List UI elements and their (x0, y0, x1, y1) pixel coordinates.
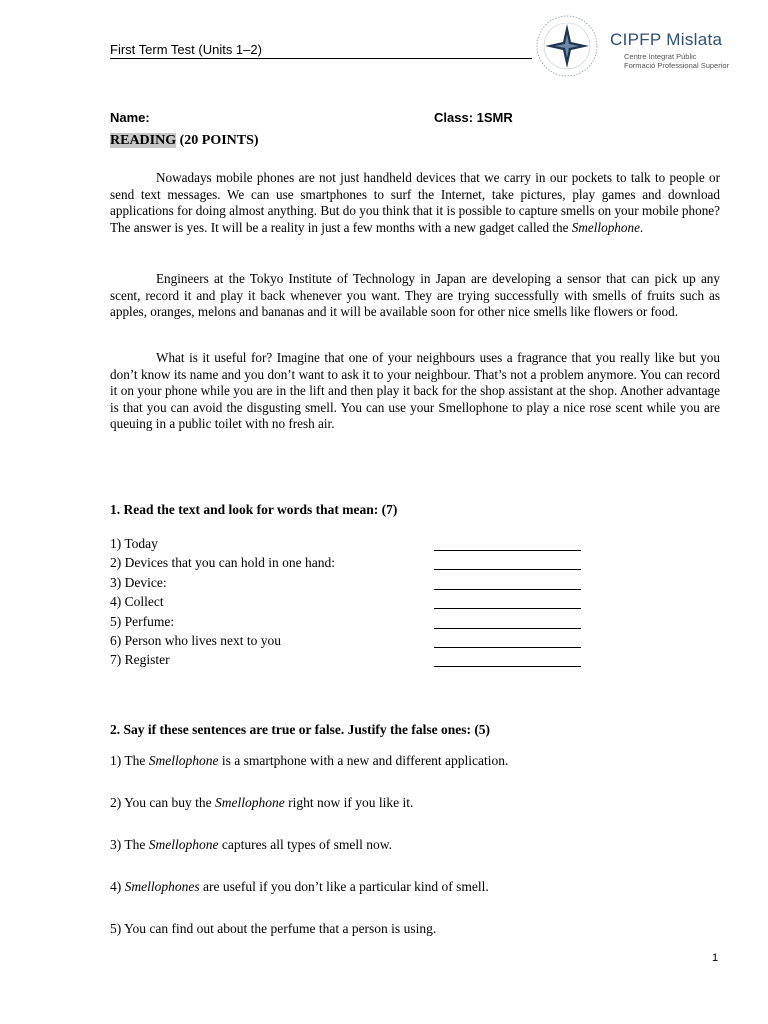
paragraph-1-text: Nowadays mobile phones are not just handheld devices that we carry in our pockets to talk to people or send text messages. We can use smartphones to surf the Internet, take pictures, play games and download applications for doing almost anything. But do you think that it is possible to capture smells on your mobile phone? The answer is yes. It will be a reality in just a few months with a new gadget called the (110, 170, 720, 235)
statement-text: 2) You can buy the (110, 795, 215, 810)
statement-italic: Smellophone (148, 837, 219, 852)
statement-text: 3) The (110, 837, 149, 852)
section-points: (20 POINTS) (176, 133, 259, 148)
statement-text: are useful if you don’t like a particular kind of smell. (199, 879, 489, 894)
vocab-prompt: 4) Collect (110, 594, 164, 610)
answer-blank[interactable] (434, 608, 581, 609)
section-title: READING (110, 133, 177, 148)
true-false-list (110, 753, 710, 963)
vocab-prompt: 6) Person who lives next to you (110, 632, 281, 648)
list-item (110, 753, 710, 795)
statement-text: 1) The (110, 753, 149, 768)
vocab-prompt: 7) Register (110, 652, 170, 668)
answer-blank[interactable] (434, 628, 581, 629)
header-title: First Term Test (Units 1–2) (110, 42, 262, 57)
logo-brand-bold: CIPFP (610, 30, 662, 49)
statement-text: 4) (110, 879, 125, 894)
list-item (110, 594, 590, 613)
school-logo-icon (535, 14, 599, 78)
statement-italic: Smellophone (148, 753, 219, 768)
list-item (110, 652, 590, 671)
statement-italic: Smellophones (124, 879, 200, 894)
list-item (110, 879, 710, 921)
reading-paragraph-3: What is it useful for? Imagine that one of your neighbours uses a fragrance that you really like but you don’t know its name and you don’t want to ask it to your neighbour. That’s not a problem anymore. You can record it on your phone while you are in the lift and then play it back for the shop assistant at the shop. Another advantage is that you can avoid the disgusting smell. You can use your Smellophone to play a nice rose scent while you are queuing in a public toilet with no fresh air. (110, 350, 720, 432)
list-item (110, 536, 590, 555)
statement-text: 5) You can find out about the perfume that a person is using. (110, 921, 437, 936)
list-item (110, 614, 590, 633)
answer-blank[interactable] (434, 589, 581, 590)
list-item (110, 633, 590, 652)
logo-brand (610, 30, 722, 50)
reading-paragraph-2: Engineers at the Tokyo Institute of Technology in Japan are developing a sensor that can pick up any scent, record it and play it back whenever you want. They are trying successfully with smells of fruits such as apples, oranges, melons and bananas and it will be available soon for other nice smells like flowers or food. (110, 271, 720, 320)
vocab-prompt: 3) Device: (110, 574, 167, 590)
vocabulary-list (110, 536, 590, 672)
logo-sub-line-2: Formació Professional Superior (624, 61, 730, 70)
list-item (110, 921, 710, 963)
section-heading (110, 133, 259, 149)
paragraph-1-end: . (639, 219, 644, 235)
vocab-prompt: 1) Today (110, 536, 158, 551)
class-label: Class: 1SMR (434, 110, 513, 125)
list-item (110, 555, 590, 574)
header-rule (110, 58, 532, 59)
answer-blank[interactable] (434, 666, 581, 667)
name-label: Name: (110, 110, 150, 125)
paragraph-1-italic: Smellophone (571, 219, 640, 235)
statement-text: is a smartphone with a new and different application. (218, 753, 509, 768)
statement-italic: Smellophone (215, 795, 285, 810)
question-2-title: 2. Say if these sentences are true or false. Justify the false ones: (5) (110, 722, 491, 737)
logo-sub-line-1: Centre Integrat Públic (624, 52, 697, 61)
vocab-prompt: 2) Devices that you can hold in one hand: (110, 555, 335, 571)
statement-text: captures all types of smell now. (218, 837, 392, 852)
answer-blank[interactable] (434, 569, 581, 570)
reading-paragraph-1 (110, 170, 720, 236)
logo-subtitle (624, 52, 729, 70)
vocab-prompt: 5) Perfume: (110, 613, 175, 629)
statement-text: right now if you like it. (284, 795, 414, 810)
list-item (110, 837, 710, 879)
answer-blank[interactable] (434, 647, 581, 648)
question-1-title: 1. Read the text and look for words that mean: (7) (110, 502, 398, 517)
student-info-row (110, 110, 630, 125)
list-item (110, 575, 590, 594)
page-number: 1 (712, 952, 719, 964)
answer-blank[interactable] (434, 550, 581, 551)
logo-brand-thin: Mislata (666, 30, 723, 49)
list-item (110, 795, 710, 837)
